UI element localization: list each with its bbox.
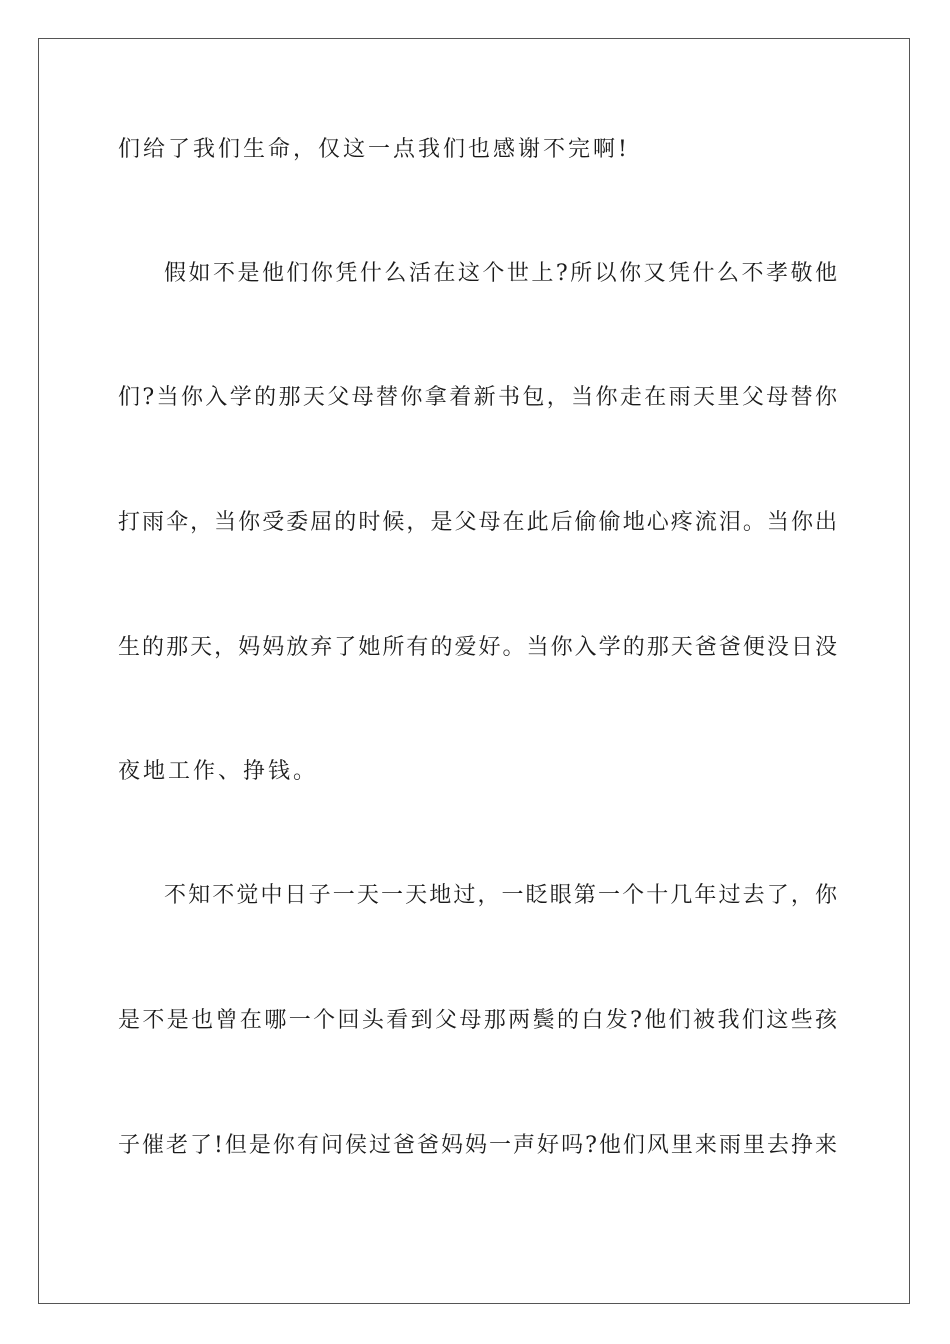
paragraph-line: 子催老了!但是你有问侯过爸爸妈妈一声好吗?他们风里来雨里去挣来 <box>118 1133 838 1158</box>
paragraph-line: 生的那天，妈妈放弃了她所有的爱好。当你入学的那天爸爸便没日没 <box>118 635 838 660</box>
paragraph-line: 不知不觉中日子一天一天地过，一眨眼第一个十几年过去了，你 <box>164 883 838 908</box>
page-border <box>38 38 910 1304</box>
paragraph-line: 们?当你入学的那天父母替你拿着新书包，当你走在雨天里父母替你 <box>118 385 838 410</box>
paragraph-line: 假如不是他们你凭什么活在这个世上?所以你又凭什么不孝敬他 <box>164 261 838 286</box>
paragraph-line: 打雨伞，当你受委屈的时候，是父母在此后偷偷地心疼流泪。当你出 <box>118 510 838 535</box>
paragraph-line: 是不是也曾在哪一个回头看到父母那两鬓的白发?他们被我们这些孩 <box>118 1008 838 1033</box>
paragraph-line: 夜地工作、挣钱。 <box>118 759 319 784</box>
paragraph-line: 们给了我们生命，仅这一点我们也感谢不完啊! <box>118 137 630 162</box>
